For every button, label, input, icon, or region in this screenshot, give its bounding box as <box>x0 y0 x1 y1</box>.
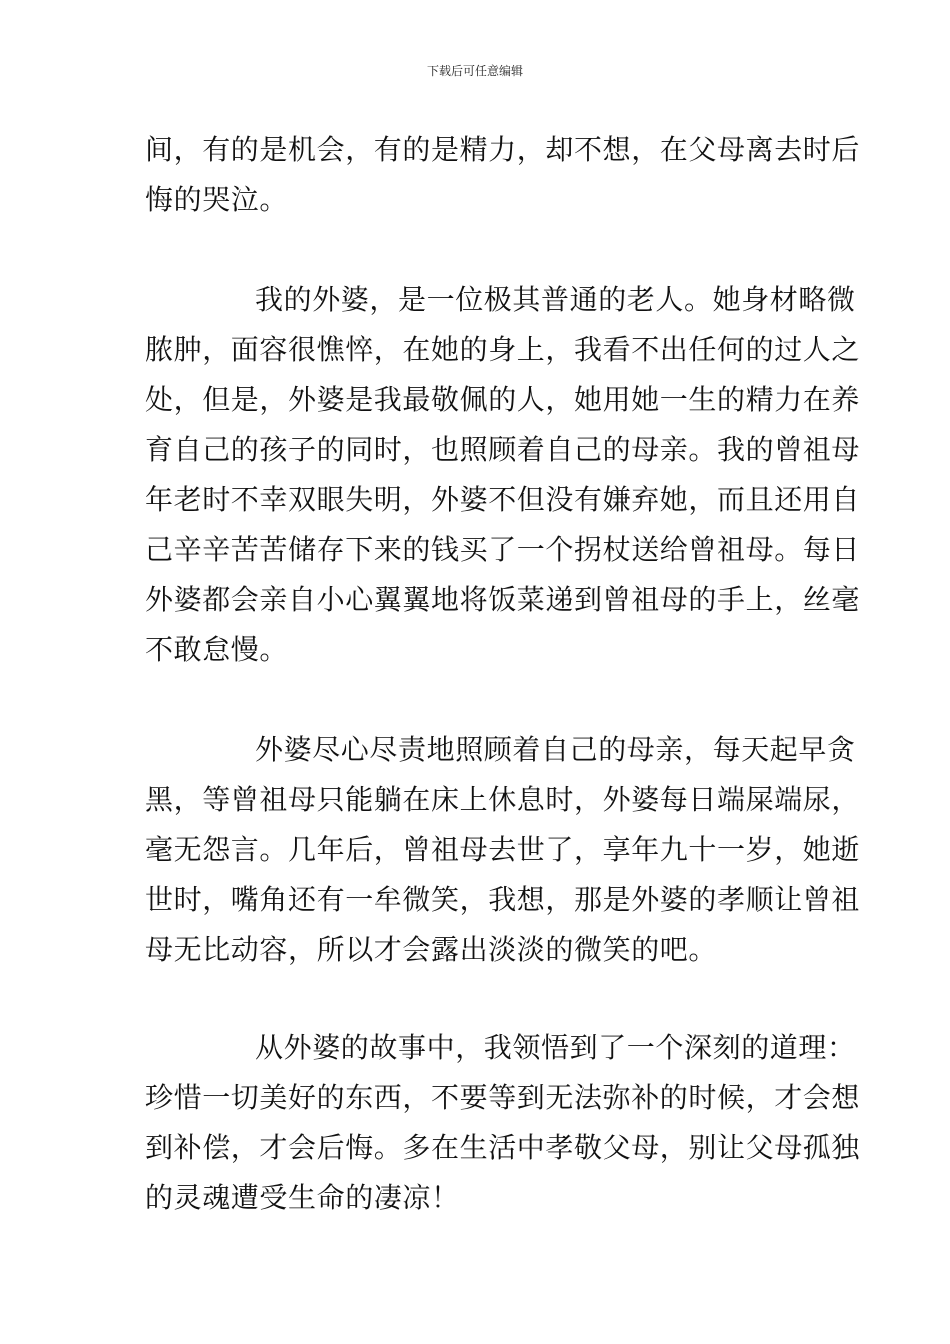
text-line: 世时，嘴角还有一牟微笑，我想，那是外婆的孝顺让曾祖 <box>145 883 861 916</box>
text-line: 悔的哭泣。 <box>145 183 289 216</box>
text-line: 母无比动容，所以才会露出淡淡的微笑的吧。 <box>145 933 718 966</box>
text-line: 育自己的孩子的同时，也照顾着自己的母亲。我的曾祖母 <box>145 433 861 466</box>
text-line: 不敢怠慢。 <box>145 633 289 666</box>
text-line: 脓肿，面容很憔悴，在她的身上，我看不出任何的过人之 <box>145 333 861 366</box>
text-line: 黑，等曾祖母只能躺在床上休息时，外婆每日端屎端尿， <box>145 783 861 816</box>
text-line: 的灵魂遭受生命的凄凉！ <box>145 1181 460 1214</box>
text-line: 从外婆的故事中，我领悟到了一个深刻的道理： <box>255 1031 856 1064</box>
text-line: 珍惜一切美好的东西，不要等到无法弥补的时候，才会想 <box>145 1081 861 1114</box>
page-header-note: 下载后可任意编辑 <box>426 64 523 78</box>
text-line: 间，有的是机会，有的是精力，却不想，在父母离去时后 <box>145 133 861 166</box>
text-line: 到补偿，才会后悔。多在生活中孝敬父母，别让父母孤独 <box>145 1131 861 1164</box>
text-line: 外婆尽心尽责地照顾着自己的母亲，每天起早贪 <box>255 733 856 766</box>
text-line: 外婆都会亲自小心翼翼地将饭菜递到曾祖母的手上，丝毫 <box>145 583 861 616</box>
text-line: 处，但是，外婆是我最敬佩的人，她用她一生的精力在养 <box>145 383 861 416</box>
text-line: 我的外婆，是一位极其普通的老人。她身材略微 <box>255 283 856 316</box>
text-line: 年老时不幸双眼失明，外婆不但没有嫌弃她，而且还用自 <box>145 483 861 516</box>
text-line: 毫无怨言。几年后，曾祖母去世了，享年九十一岁，她逝 <box>145 833 861 866</box>
text-line: 己辛辛苦苦储存下来的钱买了一个拐杖送给曾祖母。每日 <box>145 533 861 566</box>
